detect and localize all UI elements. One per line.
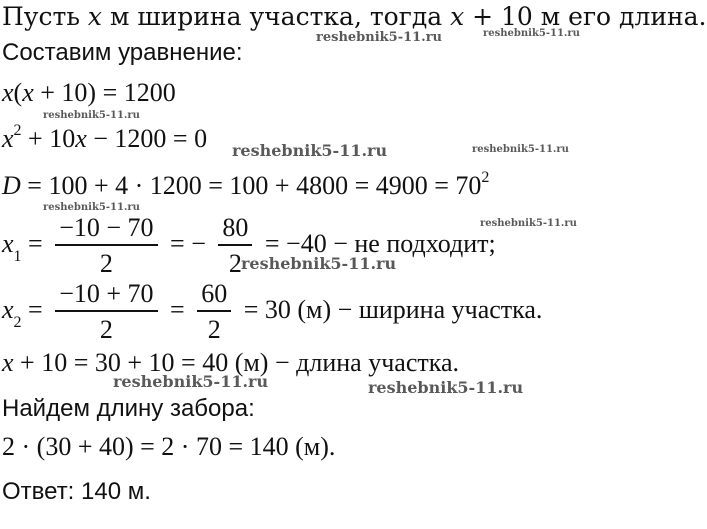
- compose-heading: Составим уравнение:: [2, 39, 243, 66]
- discriminant-line: [2, 171, 489, 201]
- root2-den1: 2: [99, 315, 113, 344]
- perimeter-line: 2 · (30 + 40) = 2 · 70 = 140 (м).: [2, 432, 336, 461]
- watermark: reshebnik5-11.ru: [316, 30, 443, 45]
- root1-num1: −10 − 70: [55, 214, 157, 246]
- disc-var-d: D: [2, 171, 21, 200]
- root1-den1: 2: [99, 249, 113, 278]
- watermark: reshebnik5-11.ru: [43, 202, 140, 213]
- intro-text-b: м ширина участка, тогда: [102, 2, 451, 31]
- disc-rest: = 100 + 4 · 1200 = 100 + 4800 = 4900 = 70: [20, 171, 482, 200]
- intro-line: [2, 2, 707, 32]
- root2-den2: 2: [207, 315, 221, 344]
- root2-num1: −10 + 70: [55, 280, 157, 312]
- answer-line: Ответ: 140 м.: [2, 478, 151, 505]
- eq2-var-x: x: [2, 124, 14, 153]
- root1-var-x: x: [2, 228, 14, 258]
- disc-exponent: 2: [481, 169, 490, 187]
- watermark: reshebnik5-11.ru: [368, 378, 524, 397]
- root1-subscript: 1: [13, 248, 22, 266]
- intro-text-a: Пусть: [2, 2, 88, 31]
- eq1-paren: (: [13, 78, 23, 107]
- root-2-line: [2, 280, 542, 344]
- watermark: reshebnik5-11.ru: [480, 218, 577, 229]
- root2-equals: =: [21, 294, 43, 324]
- root2-fraction-1: [55, 280, 157, 344]
- eq1-var-x2: x: [22, 78, 34, 107]
- intro-var-x2: x: [450, 2, 465, 31]
- intro-var-x: x: [87, 2, 103, 31]
- watermark: reshebnik5-11.ru: [232, 141, 388, 160]
- eq2-var-x2: x: [75, 124, 87, 153]
- length-rest: + 10 = 30 + 10 = 40 (м) − длина участка.: [13, 348, 459, 377]
- eq1-rest: + 10) = 1200: [33, 78, 176, 107]
- root2-num2: 60: [197, 280, 231, 312]
- root1-equals: =: [21, 228, 43, 258]
- root2-subscript: 2: [13, 314, 22, 332]
- watermark: reshebnik5-11.ru: [113, 372, 269, 391]
- root2-rest: = 30 (м) − ширина участка.: [243, 294, 543, 324]
- root1-fraction-1: [55, 214, 157, 278]
- root1-num2: 80: [218, 214, 252, 246]
- eq2-mid: + 10: [21, 124, 76, 153]
- watermark: reshebnik5-11.ru: [241, 254, 397, 273]
- root2-fraction-2: [197, 280, 231, 344]
- eq1-var-x: x: [2, 78, 14, 107]
- watermark: reshebnik5-11.ru: [483, 28, 580, 39]
- root2-mid: =: [170, 294, 185, 324]
- fence-heading: Найдем длину забора:: [2, 395, 255, 422]
- length-var-x: x: [2, 348, 14, 377]
- intro-text-c: + 10 м его длина.: [464, 2, 707, 31]
- eq2-exponent: 2: [13, 122, 22, 140]
- root1-mid: = −: [170, 228, 206, 258]
- watermark: reshebnik5-11.ru: [472, 144, 569, 155]
- watermark: reshebnik5-11.ru: [43, 110, 140, 121]
- root1-den2: 2: [228, 249, 242, 278]
- eq2-rest: − 1200 = 0: [86, 124, 208, 153]
- equation-1: [2, 78, 176, 108]
- root2-var-x: x: [2, 294, 14, 324]
- equation-2: [2, 124, 207, 154]
- root1-rest: = −40 − не подходит;: [264, 228, 496, 258]
